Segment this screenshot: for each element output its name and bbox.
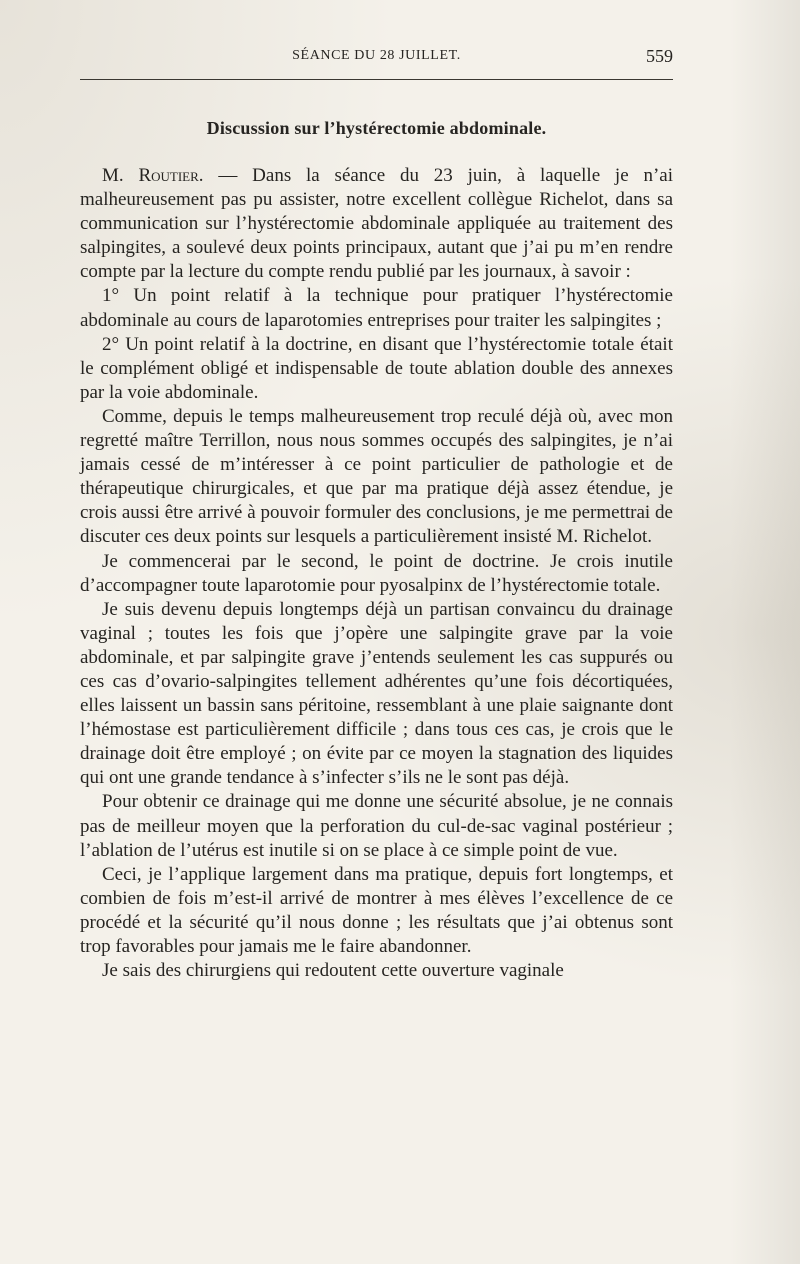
paragraph-text: Je sais des chirurgiens qui redoutent cette ouverture vaginale bbox=[102, 960, 564, 982]
paragraph-5 bbox=[80, 550, 673, 598]
running-head bbox=[80, 46, 673, 72]
paragraph-8 bbox=[80, 863, 673, 959]
paragraph-7 bbox=[80, 790, 673, 862]
paragraph-2 bbox=[80, 284, 673, 332]
speaker-name: M. Routier. bbox=[102, 165, 204, 186]
paragraph-text: Je suis devenu depuis longtemps déjà un partisan convaincu du drainage vaginal ; toutes les fois que j’opère une salpingite grave par la voie abdominale, et par salpingite grave j’entends seulement les cas suppurés ou ces cas d’ovario-salpingites tellement adhérentes qu’une fois décortiquées, elles laissent un bassin sans péritoine, ressemblant à une plaie saignante dont l’hémostase est particulièrement difficile ; dans tous ces cas, je crois que le drainage doit être employé ; on évite par ce moyen la stagnation des liquides qui ont une grande tendance à s’infecter s’ils ne le sont pas déjà. bbox=[80, 598, 673, 789]
paragraph-text: Je commencerai par le second, le point de doctrine. Je crois inutile d’accompagner toute laparotomie pour pyosalpinx de l’hystérectomie totale. bbox=[80, 550, 673, 596]
paragraph-text: Comme, depuis le temps malheureusement trop reculé déjà où, avec mon regretté maître Terrillon, nous nous sommes occupés des salpingites, je n’ai jamais cessé de m’intéresser à ce point particulier de pathologie et de thérapeutique chirurgicales, et que par ma pratique déjà assez étendue, je crois aussi être arrivé à pouvoir formuler des conclusions, je me permettrai de discuter ces deux points sur lesquels a particulièrement insisté M. Richelot. bbox=[80, 405, 673, 548]
page-number: 559 bbox=[646, 46, 673, 66]
running-title: SÉANCE DU 28 JUILLET. bbox=[292, 48, 461, 63]
paragraph-4 bbox=[80, 405, 673, 550]
paragraph-3 bbox=[80, 333, 673, 405]
header-rule bbox=[80, 79, 673, 80]
article-body bbox=[80, 164, 673, 983]
page-edge-shadow bbox=[730, 0, 800, 1264]
paragraph-text: Pour obtenir ce drainage qui me donne une sécurité absolue, je ne connais pas de meilleur moyen que la perforation du cul-de-sac vaginal postérieur ; l’ablation de l’utérus est inutile si on se place à ce simple point de vue. bbox=[80, 791, 673, 861]
paragraph-text: 1° Un point relatif à la technique pour pratiquer l’hystérectomie abdominale au cours de laparotomies entreprises pour traiter les salpingites ; bbox=[80, 285, 673, 331]
paragraph-text: 2° Un point relatif à la doctrine, en disant que l’hystérectomie totale était le complément obligé et indispensable de toute ablation double des annexes par la voie abdominale. bbox=[80, 333, 673, 403]
section-title: Discussion sur l’hystérectomie abdominale. bbox=[206, 118, 547, 138]
paragraph-6 bbox=[80, 598, 673, 791]
paragraph-text: Ceci, je l’applique largement dans ma pratique, depuis fort longtemps, et combien de fois m’est-il arrivé de montrer à mes élèves l’excellence de ce procédé et la sécurité qu’il nous donne ; les résultats que j’ai obtenus sont trop favorables pour jamais me le faire abandonner. bbox=[80, 863, 673, 957]
paragraph-9 bbox=[80, 959, 673, 983]
paragraph-1 bbox=[80, 164, 673, 284]
paragraph-text: — Dans la séance du 23 juin, à laquelle je n’ai malheureusement pas pu assister, notre excellent collègue Richelot, dans sa communication sur l’hystérectomie abdominale appliquée au traitement des salpingites, a soulevé deux points principaux, autant que j’ai pu m’en rendre compte par la lecture du compte rendu publié par les journaux, à savoir : bbox=[80, 165, 673, 283]
